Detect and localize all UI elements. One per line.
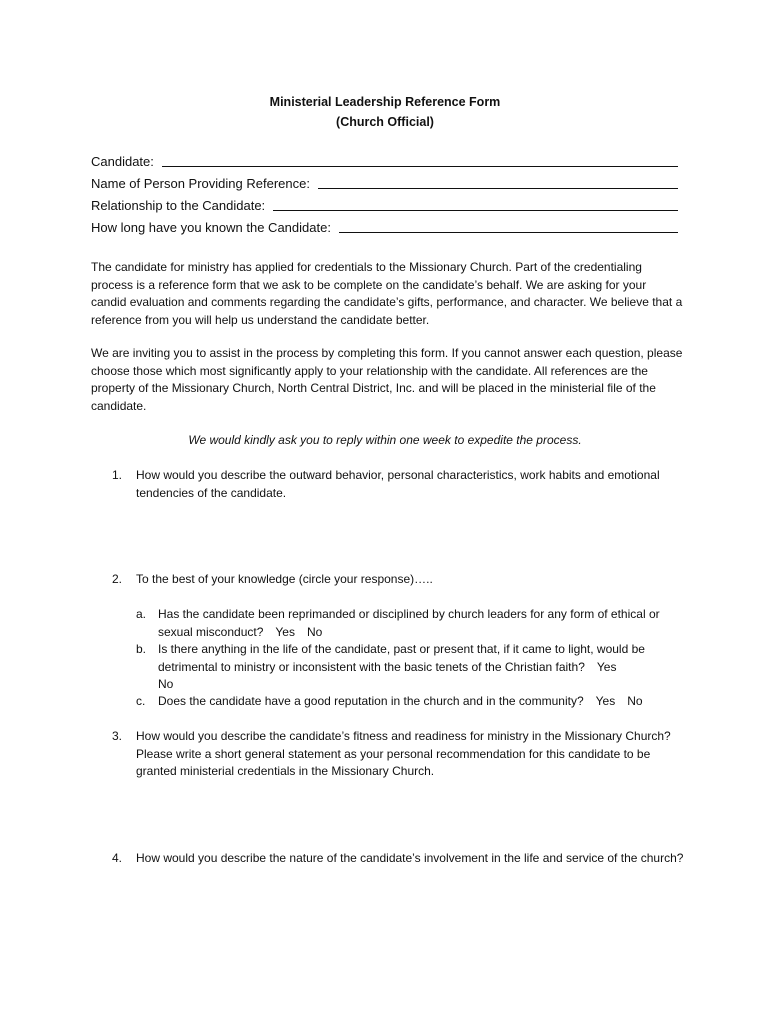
how-long-input-line[interactable] — [339, 218, 678, 233]
sub-question-c — [136, 693, 684, 711]
question-text: To the best of your knowledge (circle your response)….. — [136, 572, 433, 586]
question-3 — [112, 728, 684, 781]
candidate-field — [91, 150, 678, 170]
question-text: How would you describe the nature of the candidate’s involvement in the life and service of the church? — [136, 851, 684, 865]
question-number: 4. — [112, 851, 123, 865]
sub-question-letter: a. — [136, 607, 147, 621]
question-number: 3. — [112, 729, 123, 743]
intro-paragraph-1: The candidate for ministry has applied for credentials to the Missionary Church. Part of the credentialing process is a reference form that we ask to be complete on the candidate’s behalf. We are asking for your candid evaluation and comments regarding the candidate’s gifts, performance, and character. We believe that a reference from you will help us understand the candidate better. — [91, 260, 683, 327]
question-2 — [112, 571, 684, 589]
sub-question-letter: c. — [136, 694, 146, 708]
question-4 — [112, 850, 684, 868]
how-long-field — [91, 216, 678, 236]
reference-name-field — [91, 172, 678, 192]
reference-name-label: Name of Person Providing Reference: — [91, 175, 310, 191]
question-number: 1. — [112, 468, 123, 482]
sub-question-text — [158, 693, 684, 711]
yes-option[interactable]: Yes — [275, 624, 295, 639]
relationship-field — [91, 194, 678, 214]
reference-name-input-line[interactable] — [318, 174, 678, 189]
sub-question-b — [136, 641, 684, 694]
sub-question-letter: b. — [136, 642, 147, 656]
question-text: How would you describe the outward behavior, personal characteristics, work habits and emotional tendencies of the candidate. — [136, 468, 660, 500]
sub-question-a — [136, 606, 684, 641]
reply-note: We would kindly ask you to reply within one week to expedite the process. — [188, 433, 582, 447]
question-number: 2. — [112, 572, 123, 586]
sub-question-body: Has the candidate been reprimanded or disciplined by church leaders for any form of ethical or sexual misconduct? — [158, 607, 660, 639]
question-text: How would you describe the candidate’s fitness and readiness for ministry in the Missionary Church? Please write a short general statement as your personal recommendation for this candidate to be granted ministerial credentials in the Missionary Church. — [136, 729, 671, 778]
sub-question-text — [158, 606, 684, 641]
candidate-input-line[interactable] — [162, 152, 678, 167]
candidate-label: Candidate: — [91, 153, 154, 169]
intro-paragraph-2: We are inviting you to assist in the process by completing this form. If you cannot answer each question, please choose those which most significantly apply to your relationship with the candidate. All references are the property of the Missionary Church, North Central District, Inc. and will be placed in the ministerial file of the candidate. — [91, 346, 683, 413]
relationship-label: Relationship to the Candidate: — [91, 197, 266, 213]
how-long-label: How long have you known the Candidate: — [91, 219, 331, 235]
relationship-input-line[interactable] — [273, 196, 678, 211]
question-1 — [112, 467, 684, 502]
no-option[interactable]: No — [306, 624, 323, 639]
form-subtitle: (Church Official) — [336, 115, 434, 129]
sub-question-body: Is there anything in the life of the candidate, past or present that, if it came to light, would be detrimental to ministry or inconsistent with the basic tenets of the Christian faith? — [158, 642, 645, 674]
sub-question-body: Does the candidate have a good reputation in the church and in the community? — [158, 694, 584, 708]
form-title: Ministerial Leadership Reference Form — [269, 95, 501, 109]
yes-option[interactable]: Yes — [595, 694, 616, 708]
no-option[interactable]: No — [158, 677, 174, 691]
yes-option[interactable]: Yes — [596, 659, 617, 674]
no-option[interactable]: No — [627, 694, 643, 708]
sub-question-text — [158, 641, 684, 694]
